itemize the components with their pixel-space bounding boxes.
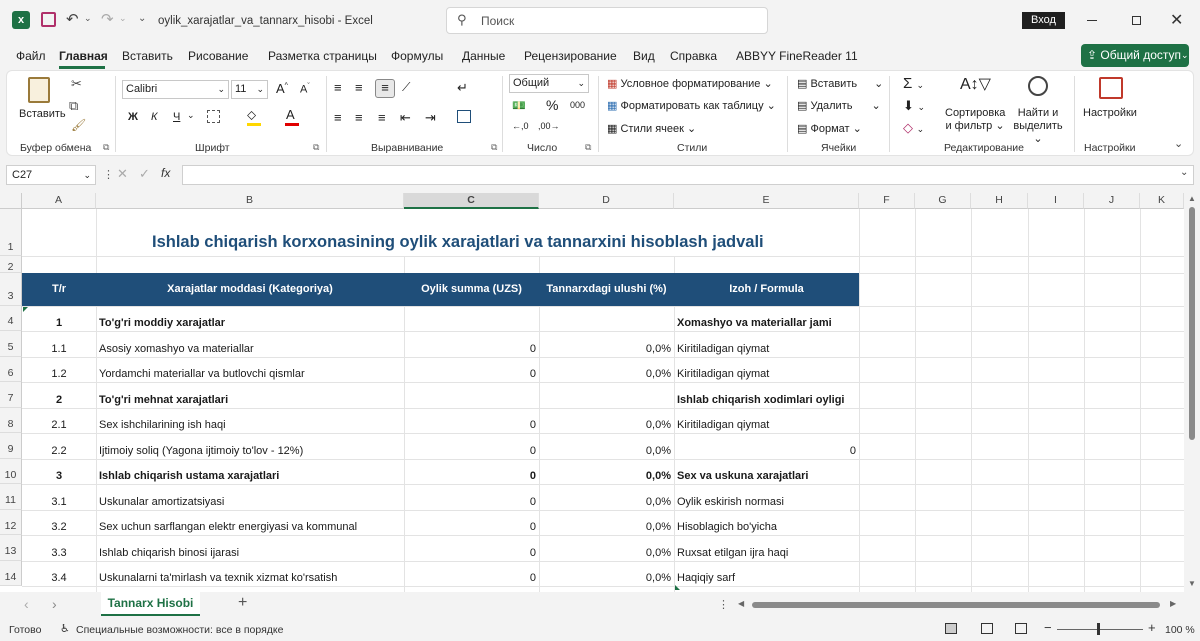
row-header-3[interactable]: 3	[0, 273, 22, 306]
cell-category[interactable]: Yordamchi materiallar va butlovchi qismlar	[99, 368, 305, 380]
status-bar	[0, 619, 1200, 641]
file-title: oylik_xarajatlar_va_tannarx_hisobi	[158, 15, 335, 27]
cell-category[interactable]: Uskunalar amortizatsiyasi	[99, 496, 225, 508]
editing-group-label: Редактирование	[944, 142, 1024, 154]
share-icon: ⇪	[1087, 48, 1101, 62]
search-icon: ⚲	[457, 12, 467, 27]
horizontal-scroll-thumb[interactable]	[752, 602, 1160, 608]
scroll-thumb[interactable]	[1189, 207, 1195, 440]
insert-function-icon[interactable]: fx	[161, 166, 171, 180]
cell-category[interactable]: Ijtimoiy soliq (Yagona ijtimoiy to'lov - 12%)	[99, 445, 304, 457]
menu-help[interactable]: Справка	[670, 49, 718, 63]
increase-indent-icon[interactable]: ⇥	[425, 110, 436, 125]
separator	[115, 76, 116, 152]
cell-share[interactable]: 0,0%	[645, 547, 671, 559]
cell-styles-label: Стили ячеек	[620, 123, 684, 135]
column-header-d[interactable]: D	[539, 193, 674, 209]
number-format-select[interactable]	[509, 74, 589, 93]
increase-decimal-icon[interactable]: ←,0	[512, 121, 529, 131]
cell-category[interactable]: Asosiy xomashyo va materiallar	[99, 343, 254, 355]
header-cell-summa[interactable]: Oylik summa (UZS)	[404, 273, 539, 306]
cell-amount[interactable]: 0	[529, 572, 536, 584]
menu-page-layout[interactable]: Разметка страницы	[268, 49, 377, 63]
cell-note[interactable]: 0	[849, 445, 856, 457]
settings-icon[interactable]	[1099, 77, 1123, 99]
restore-icon[interactable]	[1132, 16, 1141, 25]
menu-review[interactable]: Рецензирование	[524, 49, 617, 63]
paste-label[interactable]: Вставить	[19, 108, 66, 120]
cell-note[interactable]: Oylik eskirish normasi	[677, 496, 784, 508]
cell-number[interactable]: 2.1	[51, 419, 67, 431]
font-launcher-icon[interactable]: ⧉	[313, 142, 320, 152]
cell-number[interactable]: 1.1	[51, 343, 67, 355]
menu-insert[interactable]: Вставить	[122, 49, 173, 63]
autosum-icon[interactable]: Σ ⌄	[903, 75, 924, 92]
cell-share[interactable]: 0,0%	[645, 521, 671, 533]
font-color-bar	[285, 123, 299, 126]
separator	[889, 76, 890, 152]
chevron-down-icon: ⌄	[577, 78, 585, 88]
title-bar	[0, 0, 1200, 42]
cell-note[interactable]: Hisoblagich bo'yicha	[677, 521, 777, 533]
format-cells-button[interactable]: ▤ Формат ⌄	[797, 123, 862, 135]
sort-label-2: и фильтр	[945, 120, 993, 132]
app-name: Excel	[344, 15, 373, 27]
menu-view[interactable]: Вид	[633, 49, 655, 63]
cell-category[interactable]: Sex ishchilarining ish haqi	[99, 419, 226, 431]
zoom-slider-track[interactable]	[1057, 629, 1143, 630]
font-size-value: 11	[235, 83, 247, 95]
currency-icon[interactable]: 💵	[512, 100, 526, 112]
header-cell-category[interactable]: Xarajatlar moddasi (Kategoriya)	[96, 273, 404, 306]
expand-formula-icon[interactable]: ⌄	[1180, 167, 1189, 178]
share-label: Общий доступ	[1100, 48, 1182, 62]
fill-color-icon[interactable]: ⬦	[247, 107, 257, 122]
cell-category[interactable]: Sex uchun sarflangan elektr energiyasi va kommunal	[99, 521, 358, 533]
gridline	[22, 256, 1184, 257]
row-header-1[interactable]: 1	[0, 209, 22, 256]
zoom-slider-thumb[interactable]	[1097, 623, 1100, 635]
next-sheet-icon[interactable]: ›	[52, 596, 57, 612]
redo-dropdown-icon[interactable]: ⌄	[119, 13, 127, 23]
number-format-value: Общий	[513, 77, 550, 89]
cell-amount[interactable]: 0	[529, 368, 536, 380]
format-table-icon: ▦	[607, 100, 618, 112]
accessibility-status[interactable]: Специальные возможности: все в порядке	[76, 624, 284, 636]
column-header-i[interactable]: I	[1028, 193, 1084, 209]
clipboard-group-label: Буфер обмена	[20, 142, 92, 154]
column-header-j[interactable]: J	[1084, 193, 1140, 209]
find-label-2: выделить	[1013, 120, 1063, 132]
cell-share[interactable]	[539, 382, 674, 408]
align-top-icon[interactable]: ≡	[334, 80, 342, 95]
customize-qat-icon[interactable]: ⌄	[138, 13, 147, 24]
italic-button[interactable]: К	[151, 111, 158, 123]
cell-styles-button[interactable]: ▦ Стили ячеек ⌄	[607, 123, 697, 135]
cell-share[interactable]: 0,0%	[645, 496, 671, 508]
error-indicator-icon	[675, 585, 680, 590]
select-all-corner[interactable]	[0, 193, 22, 209]
settings-group-label: Настройки	[1084, 142, 1136, 154]
undo-dropdown-icon[interactable]: ⌄	[84, 13, 92, 23]
insert-cells-icon: ▤	[797, 78, 808, 90]
format-cells-icon: ▤	[797, 123, 808, 135]
cell-share[interactable]: 0,0%	[645, 368, 671, 380]
cell-category[interactable]: Ishlab chiqarish ustama xarajatlari	[99, 470, 280, 482]
cell-note[interactable]: Sex va uskuna xarajatlari	[677, 470, 809, 482]
close-icon[interactable]: ✕	[1170, 12, 1184, 29]
scroll-up-icon[interactable]: ▲	[1188, 194, 1196, 203]
paste-icon[interactable]	[28, 77, 50, 103]
menu-file[interactable]: Файл	[16, 49, 46, 63]
cell-note[interactable]: Haqiqiy sarf	[677, 572, 736, 584]
row-header-11[interactable]: 11	[0, 484, 22, 510]
sheet-tab-bar	[0, 592, 1200, 619]
row-header-9[interactable]: 9	[0, 433, 22, 459]
name-box[interactable]	[6, 165, 96, 185]
search-placeholder: Поиск	[481, 14, 515, 28]
font-size-select[interactable]	[231, 80, 268, 99]
underline-button[interactable]: Ч	[173, 111, 181, 123]
menu-home-underline	[59, 66, 105, 69]
cell-amount[interactable]: 0	[529, 419, 536, 431]
tabs-more-icon[interactable]: ⋮	[718, 599, 729, 611]
menu-home[interactable]: Главная	[59, 49, 108, 63]
hscroll-right-icon[interactable]: ▶	[1170, 599, 1177, 608]
cell-share[interactable]: 0,0%	[645, 343, 671, 355]
conditional-format-label: Условное форматирование	[620, 78, 761, 90]
login-button[interactable]: Вход	[1022, 12, 1065, 29]
merge-center-icon[interactable]	[457, 110, 471, 123]
font-group-label: Шрифт	[195, 142, 230, 154]
cell-note[interactable]: Kiritiladigan qiymat	[677, 368, 770, 380]
align-middle-icon[interactable]: ≡	[355, 80, 363, 95]
cell-amount[interactable]: 0	[529, 343, 536, 355]
alignment-group-label: Выравнивание	[371, 142, 444, 154]
menu-abbyy[interactable]: ABBYY FineReader 11	[736, 49, 858, 63]
collapse-ribbon-icon[interactable]: ⌄	[1174, 138, 1184, 150]
align-center-icon[interactable]: ≡	[355, 110, 363, 125]
cell-amount[interactable]	[404, 306, 539, 331]
orientation-icon[interactable]: ⟋	[402, 80, 411, 94]
cell-category[interactable]: To'g'ri moddiy xarajatlar	[99, 317, 226, 329]
thousands-icon[interactable]: 000	[570, 100, 586, 110]
cell-number[interactable]: 2	[55, 394, 63, 406]
align-left-icon[interactable]: ≡	[334, 110, 342, 125]
cell-note[interactable]: Kiritiladigan qiymat	[677, 419, 770, 431]
gridline	[22, 586, 1184, 587]
scroll-down-icon[interactable]: ▼	[1188, 579, 1196, 588]
cell-share[interactable]: 0,0%	[645, 470, 671, 482]
alignment-launcher-icon[interactable]: ⧉	[491, 142, 498, 152]
formula-input[interactable]	[182, 165, 1194, 185]
cell-number[interactable]: 1.2	[51, 368, 67, 380]
row-header-5[interactable]: 5	[0, 331, 22, 357]
chevron-down-icon: ⌄	[256, 84, 264, 94]
column-header-c[interactable]: C	[404, 193, 539, 209]
row-header-6[interactable]: 6	[0, 357, 22, 382]
search-box[interactable]	[446, 7, 768, 34]
cancel-formula-icon[interactable]: ✕	[117, 166, 128, 181]
wrap-text-icon[interactable]: ↵	[457, 80, 468, 95]
share-button[interactable]	[1081, 44, 1189, 67]
underline-dropdown-icon[interactable]: ⌄	[187, 110, 195, 120]
cell-share[interactable]	[539, 306, 674, 331]
cell-styles-icon: ▦	[607, 123, 618, 135]
enter-formula-icon[interactable]: ✓	[139, 166, 150, 181]
column-header-f[interactable]: F	[859, 193, 915, 209]
cell-amount[interactable]	[404, 382, 539, 408]
zoom-in-icon[interactable]: +	[1148, 620, 1156, 635]
prev-sheet-icon[interactable]: ‹	[24, 596, 29, 612]
menu-formulas[interactable]: Формулы	[391, 49, 444, 63]
number-launcher-icon[interactable]: ⧉	[585, 142, 592, 152]
cell-number[interactable]: 2.2	[51, 445, 67, 457]
column-header-a[interactable]: A	[22, 193, 96, 209]
find-select-label[interactable]: Найти и выделить ⌄	[1013, 107, 1063, 145]
cell-amount[interactable]: 0	[529, 521, 536, 533]
font-name-value: Calibri	[126, 83, 158, 95]
decrease-font-icon[interactable]: $A^ˇ$	[300, 83, 310, 96]
cell-number[interactable]: 3.1	[51, 496, 67, 508]
cell-amount[interactable]: 0	[529, 470, 536, 482]
cell-number[interactable]: 3	[55, 470, 63, 482]
delete-cells-button[interactable]: ▤ Удалить ⌄	[797, 100, 881, 112]
column-header-g[interactable]: G	[915, 193, 971, 209]
row-header-12[interactable]: 12	[0, 510, 22, 535]
header-cell-share[interactable]: Tannarxdagi ulushi (%)	[539, 273, 674, 306]
decrease-indent-icon[interactable]: ⇤	[400, 110, 411, 125]
separator	[787, 76, 788, 152]
chevron-down-icon: ⌄	[217, 84, 225, 94]
align-bottom-icon[interactable]: ≡	[375, 79, 395, 98]
format-table-button[interactable]: ▦ Форматировать как таблицу ⌄	[607, 100, 776, 112]
bold-button[interactable]: Ж	[128, 111, 138, 123]
clear-icon[interactable]: ◇ ⌄	[903, 120, 925, 135]
excel-logo-icon: x	[12, 11, 30, 29]
minimize-icon[interactable]	[1087, 20, 1097, 21]
add-sheet-icon[interactable]: +	[238, 594, 248, 611]
vertical-scrollbar[interactable]	[1184, 193, 1200, 592]
find-label: Найти и	[1017, 107, 1059, 119]
cell-note[interactable]: Kiritiladigan qiymat	[677, 343, 770, 355]
cell-note[interactable]: Ishlab chiqarish xodimlari oyligi	[677, 394, 845, 406]
sheet-title: Ishlab chiqarish korxonasining oylik xarajatlari va tannarxini hisoblash jadvali	[152, 233, 764, 251]
menu-data[interactable]: Данные	[462, 49, 506, 63]
styles-group-label: Стили	[677, 142, 708, 154]
cell-number[interactable]: 3.3	[51, 547, 67, 559]
row-header-7[interactable]: 7	[0, 382, 22, 408]
conditional-format-icon: ▦	[607, 78, 618, 90]
row-header-10[interactable]: 10	[0, 459, 22, 484]
separator	[1074, 76, 1075, 152]
separator	[326, 76, 327, 152]
status-ready: Готово	[9, 624, 42, 636]
menu-draw[interactable]: Рисование	[188, 49, 249, 63]
number-group-label: Число	[527, 142, 558, 154]
align-right-icon[interactable]: ≡	[378, 110, 386, 125]
spreadsheet-grid[interactable]	[0, 193, 1184, 592]
sort-filter-label[interactable]: Сортировка и фильтр ⌄	[945, 107, 1006, 132]
row-header-2[interactable]: 2	[0, 256, 22, 273]
cell-amount[interactable]: 0	[529, 445, 536, 457]
share-dropdown-icon: ⌄	[1181, 50, 1189, 60]
page-break-view-icon[interactable]	[1015, 623, 1027, 634]
name-box-value: C27	[12, 169, 33, 181]
cell-note[interactable]: Xomashyo va materiallar jami	[677, 317, 832, 329]
cell-number[interactable]: 3.2	[51, 521, 67, 533]
fill-color-bar	[247, 123, 261, 126]
page-layout-view-icon[interactable]	[981, 623, 993, 634]
insert-cells-label: Вставить	[810, 78, 858, 90]
cell-category[interactable]: Uskunalarni ta'mirlash va texnik xizmat ko'rsatish	[99, 572, 338, 584]
format-painter-icon[interactable]: 🖌	[71, 118, 87, 132]
sort-filter-icon[interactable]: A↕▽	[960, 76, 991, 93]
format-table-label: Форматировать как таблицу	[620, 100, 764, 112]
borders-icon[interactable]	[207, 110, 220, 123]
window-title: oylik_xarajatlar_va_tannarx_hisobi - Excel	[158, 15, 373, 27]
cell-number[interactable]: 3.4	[51, 572, 67, 584]
row-header-4[interactable]: 4	[0, 306, 22, 331]
delete-cells-icon: ▤	[797, 100, 808, 112]
copy-icon[interactable]: ⧉	[69, 98, 79, 113]
cut-icon[interactable]: ✂	[71, 76, 82, 91]
cell-number[interactable]: 1	[55, 317, 63, 329]
column-header-b[interactable]: B	[96, 193, 404, 209]
font-color-icon[interactable]: A	[286, 107, 295, 122]
insert-cells-button[interactable]: ▤ Вставить ⌄	[797, 78, 884, 90]
redo-icon[interactable]: ↷	[101, 11, 114, 28]
header-cell-tr[interactable]: T/r	[22, 273, 96, 306]
cell-share[interactable]: 0,0%	[645, 419, 671, 431]
delete-cells-label: Удалить	[810, 100, 853, 112]
font-name-select[interactable]	[122, 80, 229, 99]
cell-share[interactable]: 0,0%	[645, 572, 671, 584]
find-select-icon[interactable]	[1028, 76, 1048, 96]
cell-note[interactable]: Ruxsat etilgan ijra haqi	[677, 547, 789, 559]
chevron-down-icon: ⌄	[83, 170, 91, 180]
sheet-tab-label: Tannarx Hisobi	[107, 596, 194, 610]
percent-icon[interactable]: %	[546, 97, 559, 113]
formula-more-icon[interactable]: ⋮	[103, 169, 114, 181]
decrease-decimal-icon[interactable]: ,00→	[538, 121, 560, 131]
row-header-8[interactable]: 8	[0, 408, 22, 433]
separator	[598, 76, 599, 152]
sheet-tab-active[interactable]	[101, 592, 200, 616]
clipboard-launcher-icon[interactable]: ⧉	[103, 142, 110, 152]
column-header-k[interactable]: K	[1140, 193, 1184, 209]
increase-font-icon[interactable]: A^	[276, 81, 288, 96]
cells-group-label: Ячейки	[821, 142, 857, 154]
zoom-level[interactable]: 100 %	[1165, 624, 1195, 636]
settings-label[interactable]: Настройки	[1083, 107, 1137, 119]
error-indicator-icon	[23, 307, 28, 312]
cell-amount[interactable]: 0	[529, 496, 536, 508]
format-cells-label: Формат	[810, 123, 850, 135]
zoom-out-icon[interactable]: −	[1044, 620, 1052, 635]
header-cell-note[interactable]: Izoh / Formula	[674, 273, 859, 306]
hscroll-left-icon[interactable]: ◀	[738, 599, 745, 608]
conditional-format-button[interactable]: ▦ Условное форматирование ⌄	[607, 78, 773, 90]
save-icon[interactable]	[41, 12, 56, 27]
cell-amount[interactable]: 0	[529, 547, 536, 559]
accessibility-icon[interactable]: ♿	[60, 623, 70, 635]
row-header-13[interactable]: 13	[0, 535, 22, 561]
column-header-h[interactable]: H	[971, 193, 1028, 209]
cell-category[interactable]: Ishlab chiqarish binosi ijarasi	[99, 547, 240, 559]
separator	[502, 76, 503, 152]
undo-icon[interactable]: ↶	[66, 11, 79, 28]
normal-view-icon[interactable]	[945, 623, 957, 634]
column-header-e[interactable]: E	[674, 193, 859, 209]
fill-icon[interactable]: ⬇ ⌄	[903, 98, 926, 113]
sort-label: Сортировка	[945, 107, 1006, 119]
cell-share[interactable]: 0,0%	[645, 445, 671, 457]
row-header-14[interactable]: 14	[0, 561, 22, 586]
cell-category[interactable]: To'g'ri mehnat xarajatlari	[99, 394, 229, 406]
